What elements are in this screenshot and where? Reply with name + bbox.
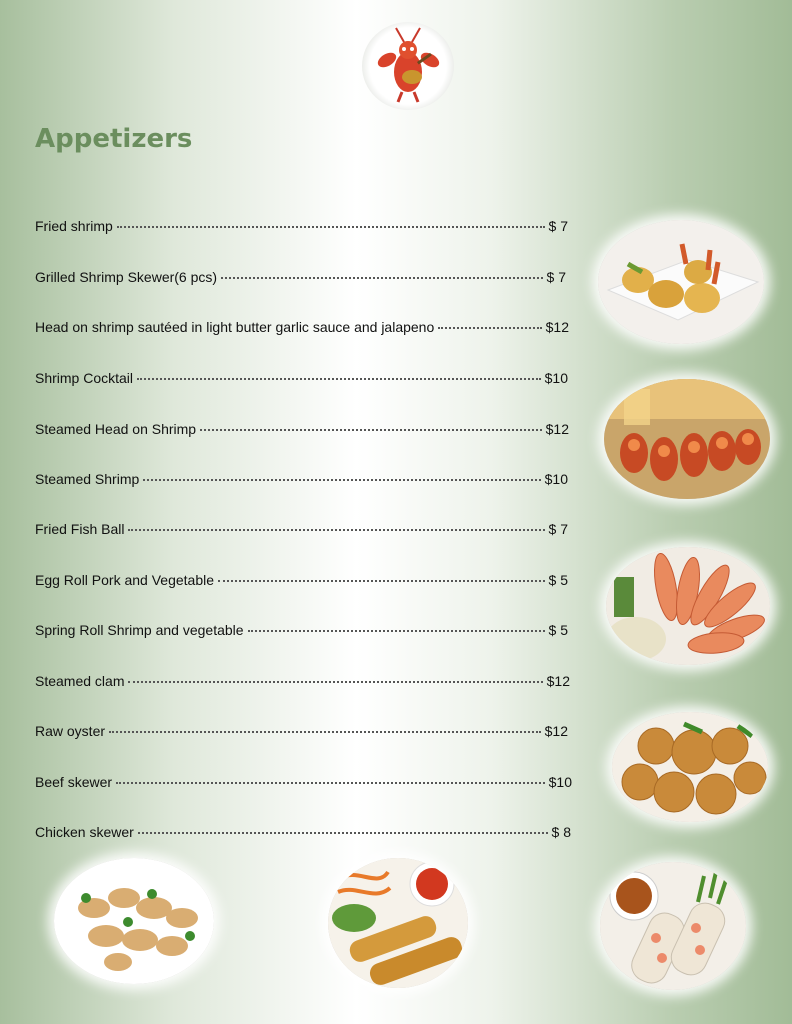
menu-item-name: Egg Roll Pork and Vegetable xyxy=(35,572,215,588)
menu-item-price: $10 xyxy=(544,370,568,386)
menu-item-price: $10 xyxy=(544,471,568,487)
dot-leader xyxy=(221,277,542,279)
dot-leader xyxy=(248,630,545,632)
menu-item-name: Fried shrimp xyxy=(35,218,113,234)
salt-pepper-shrimp-photo xyxy=(54,858,214,984)
egg-roll-photo xyxy=(328,858,468,988)
dot-leader xyxy=(116,782,545,784)
dot-leader xyxy=(138,832,548,834)
dot-leader xyxy=(109,731,541,733)
page-title: Appetizers xyxy=(35,124,193,154)
dot-leader xyxy=(143,479,540,481)
menu-item-name: Spring Roll Shrimp and vegetable xyxy=(35,622,244,638)
dot-leader xyxy=(200,429,542,431)
menu-item-name: Fried Fish Ball xyxy=(35,521,125,537)
menu-item xyxy=(35,471,568,487)
menu-item-price: $ 7 xyxy=(548,521,568,537)
fried-fish-ball-photo xyxy=(612,712,768,822)
menu-item-name: Raw oyster xyxy=(35,723,106,739)
dot-leader xyxy=(128,681,542,683)
dot-leader xyxy=(218,580,545,582)
steamed-shrimp-photo xyxy=(606,547,770,665)
menu-item xyxy=(35,774,572,790)
menu-item xyxy=(35,824,571,840)
menu-item-price: $ 7 xyxy=(548,218,568,234)
menu-item xyxy=(35,572,568,588)
menu-item-name: Steamed Head on Shrimp xyxy=(35,421,197,437)
menu-item-price: $12 xyxy=(545,319,569,335)
menu-item-price: $ 8 xyxy=(551,824,571,840)
menu-item-price: $ 5 xyxy=(548,572,568,588)
menu-item-price: $12 xyxy=(545,421,569,437)
dot-leader xyxy=(438,327,541,329)
menu-item-name: Steamed clam xyxy=(35,673,125,689)
spring-roll-photo xyxy=(600,862,746,990)
menu-item-name: Shrimp Cocktail xyxy=(35,370,134,386)
menu-item xyxy=(35,521,568,537)
menu-item-name: Chicken skewer xyxy=(35,824,134,840)
menu-item-price: $10 xyxy=(548,774,572,790)
menu-item xyxy=(35,622,568,638)
menu-item xyxy=(35,370,568,386)
menu-item-price: $12 xyxy=(546,673,570,689)
menu-item-name: Grilled Shrimp Skewer(6 pcs) xyxy=(35,269,218,285)
menu-item-name: Steamed Shrimp xyxy=(35,471,140,487)
menu-item-price: $12 xyxy=(544,723,568,739)
grilled-shrimp-skewer-photo xyxy=(604,379,770,499)
menu-item xyxy=(35,723,568,739)
menu-item-price: $ 7 xyxy=(546,269,566,285)
menu-item xyxy=(35,269,566,285)
menu-item xyxy=(35,319,569,335)
menu-item-name: Head on shrimp sautéed in light butter garlic sauce and jalapeno xyxy=(35,319,435,335)
dot-leader xyxy=(137,378,541,380)
fried-shrimp-photo xyxy=(598,220,764,344)
crawfish-logo xyxy=(362,22,454,110)
menu-item xyxy=(35,421,569,437)
dot-leader xyxy=(128,529,544,531)
menu-item-price: $ 5 xyxy=(548,622,568,638)
menu-item xyxy=(35,218,568,234)
dot-leader xyxy=(117,226,545,228)
menu-item-name: Beef skewer xyxy=(35,774,113,790)
menu-item xyxy=(35,673,570,689)
